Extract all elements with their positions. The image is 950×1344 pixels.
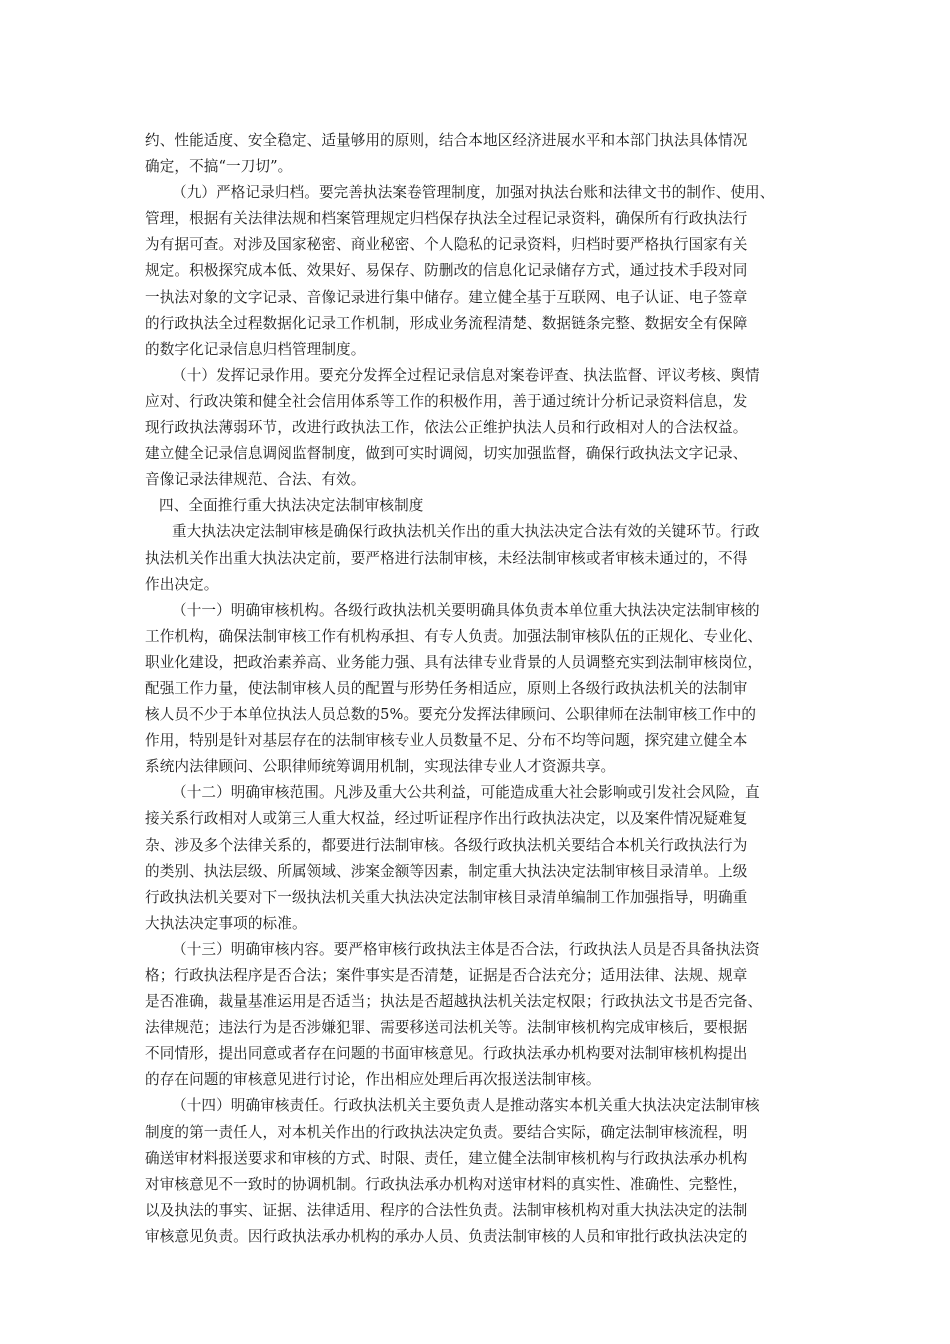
text-line: 确送审材料报送要求和审核的方式、时限、责任，建立健全法制审核机构与行政执法承办机构 [145, 1149, 748, 1167]
text-line: 对审核意见不一致时的协调机制。行政执法承办机构对送审材料的真实性、准确性、完整性， [145, 1175, 748, 1193]
paragraph-heading-14: （十四）明确审核责任。行政执法机关主要负责人是推动落实本机关重大执法决定法制审核 [172, 1097, 760, 1115]
paragraph-start: 重大执法决定法制审核是确保行政执法机关作出的重大执法决定合法有效的关键环节。行政 [172, 523, 760, 541]
text-line: 的行政执法全过程数据化记录工作机制，形成业务流程清楚、数据链条完整、数据安全有保障 [145, 314, 748, 332]
text-line: 管理，根据有关法律法规和档案管理规定归档保存执法全过程记录资料，确保所有行政执法行 [145, 210, 748, 228]
text-line: 确定，不搞“一刀切”。 [145, 158, 293, 176]
text-line: 的数字化记录信息归档管理制度。 [145, 340, 366, 358]
text-line: 建立健全记录信息调阅监督制度，做到可实时调阅，切实加强监督，确保行政执法文字记录、 [145, 445, 748, 463]
text-line: 大执法决定事项的标准。 [145, 914, 307, 932]
text-line: 为有据可查。对涉及国家秘密、商业秘密、个人隐私的记录资料，归档时要严格执行国家有关 [145, 236, 748, 254]
text-line: 制度的第一责任人，对本机关作出的行政执法决定负责。要结合实际，确定法制审核流程，明 [145, 1123, 748, 1141]
text-line: 音像记录法律规范、合法、有效。 [145, 471, 366, 489]
text-line: 应对、行政决策和健全社会信用体系等工作的积极作用，善于通过统计分析记录资料信息，发 [145, 392, 748, 410]
text-line: 以及执法的事实、证据、法律适用、程序的合法性负责。法制审核机构对重大执法决定的法制 [145, 1201, 748, 1219]
text-line: 核人员不少于本单位执法人员总数的5%。要充分发挥法律顾问、公职律师在法制审核工作中的 [145, 706, 757, 724]
text-line: 作出决定。 [145, 575, 219, 593]
text-line: 一执法对象的文字记录、音像记录进行集中储存。建立健全基于互联网、电子认证、电子签章 [145, 288, 748, 306]
text-line: 系统内法律顾问、公职律师统筹调用机制，实现法律专业人才资源共享。 [145, 758, 616, 776]
text-line: 行政执法机关要对下一级执法机关重大执法决定法制审核目录清单编制工作加强指导，明确重 [145, 888, 748, 906]
text-line: 的存在问题的审核意见进行讨论，作出相应处理后再次报送法制审核。 [145, 1071, 601, 1089]
paragraph-heading-13: （十三）明确审核内容。要严格审核行政执法主体是否合法，行政执法人员是否具备执法资 [172, 940, 760, 958]
text-line: 配强工作力量，使法制审核人员的配置与形势任务相适应，原则上各级行政执法机关的法制审 [145, 679, 748, 697]
paragraph-heading-11: （十一）明确审核机构。各级行政执法机关要明确具体负责本单位重大执法决定法制审核的 [172, 601, 760, 619]
text-line: 执法机关作出重大执法决定前，要严格进行法制审核，未经法制审核或者审核未通过的，不得 [145, 549, 748, 567]
section-heading-4: 四、全面推行重大执法决定法制审核制度 [159, 497, 424, 515]
text-line: 审核意见负责。因行政执法承办机构的承办人员、负责法制审核的人员和审批行政执法决定的 [145, 1227, 748, 1245]
text-line: 的类别、执法层级、所属领域、涉案金额等因素，制定重大执法决定法制审核目录清单。上级 [145, 862, 748, 880]
text-line: 工作机构，确保法制审核工作有机构承担、有专人负责。加强法制审核队伍的正规化、专业化、 [145, 627, 763, 645]
text-line: 约、性能适度、安全稳定、适量够用的原则，结合本地区经济进展水平和本部门执法具体情况 [145, 132, 748, 149]
paragraph-heading-9: （九）严格记录归档。要完善执法案卷管理制度，加强对执法台账和法律文书的制作、使用、 [172, 184, 775, 202]
text-line: 杂、涉及多个法律关系的，都要进行法制审核。各级行政执法机关要结合本机关行政执法行为 [145, 836, 748, 854]
text-line: 现行政执法薄弱环节，改进行政执法工作，依法公正维护执法人员和行政相对人的合法权益。 [145, 419, 748, 437]
text-line: 格；行政执法程序是否合法；案件事实是否清楚，证据是否合法充分；适用法律、法规、规章 [145, 967, 748, 984]
text-line: 是否准确，裁量基准运用是否适当；执法是否超越执法机关法定权限；行政执法文书是否完备、 [145, 993, 763, 1011]
paragraph-heading-12: （十二）明确审核范围。凡涉及重大公共利益，可能造成重大社会影响或引发社会风险，直 [172, 784, 760, 802]
body-text [145, 128, 813, 1250]
text-line: 规定。积极探究成本低、效果好、易保存、防删改的信息化记录储存方式，通过技术手段对同 [145, 262, 748, 280]
text-line: 作用，特别是针对基层存在的法制审核专业人员数量不足、分布不均等问题，探究建立健全本 [145, 732, 748, 750]
text-line: 法律规范；违法行为是否涉嫌犯罪、需要移送司法机关等。法制审核机构完成审核后，要根据 [145, 1019, 748, 1037]
text-line: 不同情形，提出同意或者存在问题的书面审核意见。行政执法承办机构要对法制审核机构提出 [145, 1045, 748, 1063]
paragraph-heading-10: （十）发挥记录作用。要充分发挥全过程记录信息对案卷评查、执法监督、评议考核、舆情 [172, 366, 760, 384]
text-line: 职业化建设，把政治素养高、业务能力强、具有法律专业背景的人员调整充实到法制审核岗位， [145, 653, 763, 671]
text-line: 接关系行政相对人或第三人重大权益，经过听证程序作出行政执法决定，以及案件情况疑难复 [145, 810, 748, 828]
